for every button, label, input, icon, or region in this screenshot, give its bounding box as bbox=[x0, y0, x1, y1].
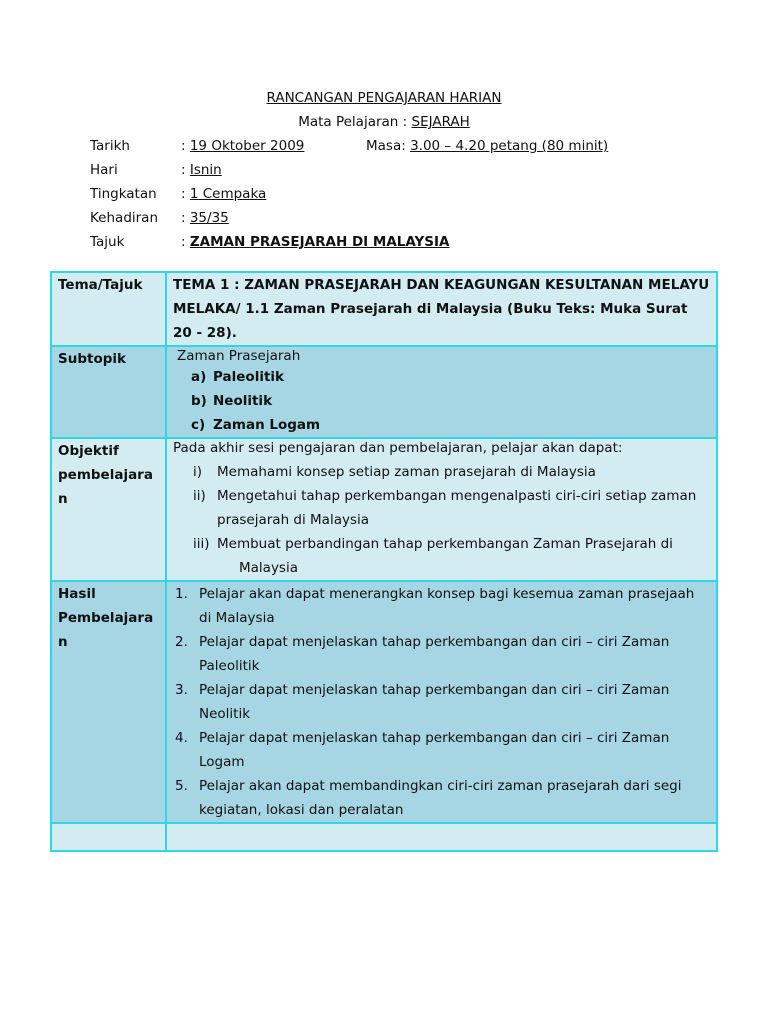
table-row-subtopik bbox=[51, 346, 717, 438]
colon: : bbox=[181, 162, 190, 178]
tajuk-value: ZAMAN PRASEJARAH DI MALAYSIA bbox=[189, 234, 450, 250]
list-marker: a) bbox=[191, 369, 207, 385]
colon: : bbox=[181, 234, 190, 250]
table-row-empty bbox=[51, 823, 717, 851]
objektif-cell bbox=[166, 438, 717, 581]
document-title: RANCANGAN PENGAJARAN HARIAN bbox=[266, 90, 502, 106]
hasil-label-line: Pembelajara bbox=[58, 610, 154, 626]
objektif-label-line: pembelajara bbox=[58, 467, 153, 483]
list-text: Zaman Logam bbox=[213, 417, 321, 433]
hari-field bbox=[181, 161, 222, 179]
tajuk-field bbox=[181, 233, 450, 251]
table-row-objektif bbox=[51, 438, 717, 581]
hari-value: Isnin bbox=[189, 162, 222, 178]
hasil-label-line: n bbox=[58, 634, 68, 650]
hasil-label bbox=[51, 581, 166, 823]
list-item bbox=[173, 532, 710, 580]
colon: : bbox=[181, 186, 190, 202]
list-text: Pelajar dapat menjelaskan tahap perkembangan dan ciri – ciri Zaman Neolitik bbox=[199, 682, 670, 722]
subtopik-intro: Zaman Prasejarah bbox=[177, 348, 301, 364]
tingkatan-value: 1 Cempaka bbox=[189, 186, 267, 202]
empty-content-cell bbox=[166, 823, 717, 851]
list-marker: b) bbox=[191, 393, 207, 409]
masa-value: 3.00 – 4.20 petang (80 minit) bbox=[410, 138, 609, 154]
list-text: Mengetahui tahap perkembangan mengenalpasti ciri-ciri setiap zaman prasejarah di Malaysia bbox=[217, 488, 697, 528]
list-marker: ii) bbox=[193, 488, 206, 504]
subject-line bbox=[0, 113, 768, 131]
list-item bbox=[173, 460, 710, 484]
masa-label: Masa: bbox=[366, 138, 411, 154]
tajuk-label: Tajuk bbox=[90, 234, 125, 250]
list-item bbox=[173, 413, 710, 437]
table-row-hasil bbox=[51, 581, 717, 823]
objektif-label bbox=[51, 438, 166, 581]
tarikh-value: 19 Oktober 2009 bbox=[189, 138, 305, 154]
tingkatan-label: Tingkatan bbox=[90, 186, 157, 202]
kehadiran-value: 35/35 bbox=[189, 210, 229, 226]
list-text: Neolitik bbox=[213, 393, 273, 409]
list-text: Pelajar akan dapat membandingkan ciri-ciri zaman prasejarah dari segi kegiatan, lokasi dan peralatan bbox=[199, 778, 682, 818]
list-marker: iii) bbox=[193, 536, 210, 552]
tingkatan-field bbox=[181, 185, 266, 203]
tarikh-label: Tarikh bbox=[90, 138, 130, 154]
kehadiran-field bbox=[181, 209, 229, 227]
list-marker: 4. bbox=[175, 730, 188, 746]
objektif-intro: Pada akhir sesi pengajaran dan pembelajaran, pelajar akan dapat: bbox=[173, 440, 623, 456]
list-item bbox=[173, 630, 710, 678]
list-item bbox=[173, 389, 710, 413]
objektif-label-line: Objektif bbox=[58, 443, 119, 459]
list-marker: 3. bbox=[175, 682, 188, 698]
subject-value: SEJARAH bbox=[411, 114, 470, 130]
subtopik-cell bbox=[166, 346, 717, 438]
list-item bbox=[173, 484, 710, 532]
list-text bbox=[217, 532, 710, 580]
kehadiran-label: Kehadiran bbox=[90, 210, 159, 226]
list-item bbox=[173, 365, 710, 389]
hasil-cell bbox=[166, 581, 717, 823]
list-item bbox=[173, 774, 710, 822]
list-text: Pelajar dapat menjelaskan tahap perkembangan dan ciri – ciri Zaman Logam bbox=[199, 730, 670, 770]
list-marker: c) bbox=[191, 417, 206, 433]
list-text: Pelajar akan dapat menerangkan konsep bagi kesemua zaman prasejaah di Malaysia bbox=[199, 586, 695, 626]
tarikh-field bbox=[181, 137, 304, 155]
subtopik-label: Subtopik bbox=[51, 346, 166, 438]
list-marker: 1. bbox=[175, 586, 188, 602]
hari-label: Hari bbox=[90, 162, 118, 178]
list-marker: 5. bbox=[175, 778, 188, 794]
table-row-tema bbox=[51, 272, 717, 346]
tema-label: Tema/Tajuk bbox=[51, 272, 166, 346]
subject-label: Mata Pelajaran : bbox=[298, 114, 412, 130]
list-marker: 2. bbox=[175, 634, 188, 650]
list-text: Memahami konsep setiap zaman prasejarah di Malaysia bbox=[217, 464, 596, 480]
list-text: Pelajar dapat menjelaskan tahap perkembangan dan ciri – ciri Zaman Paleolitik bbox=[199, 634, 670, 674]
objektif-label-line: n bbox=[58, 491, 68, 507]
tema-text: TEMA 1 : ZAMAN PRASEJARAH DAN KEAGUNGAN KESULTANAN MELAYU MELAKA/ 1.1 Zaman Prasejarah di Malaysia (Buku Teks: Muka Surat 20 - 28). bbox=[166, 272, 717, 346]
masa-field bbox=[366, 137, 608, 155]
hasil-label-line: Hasil bbox=[58, 586, 96, 602]
colon: : bbox=[181, 138, 190, 154]
list-text: Paleolitik bbox=[213, 369, 285, 385]
list-item bbox=[173, 678, 710, 726]
list-item bbox=[173, 582, 710, 630]
colon: : bbox=[181, 210, 190, 226]
list-text-line: Membuat perbandingan tahap perkembangan Zaman Prasejarah di bbox=[217, 536, 673, 552]
lesson-plan-table bbox=[50, 271, 718, 852]
list-marker: i) bbox=[193, 464, 203, 480]
empty-label-cell bbox=[51, 823, 166, 851]
list-item bbox=[173, 726, 710, 774]
list-text-line: Malaysia bbox=[239, 560, 298, 576]
